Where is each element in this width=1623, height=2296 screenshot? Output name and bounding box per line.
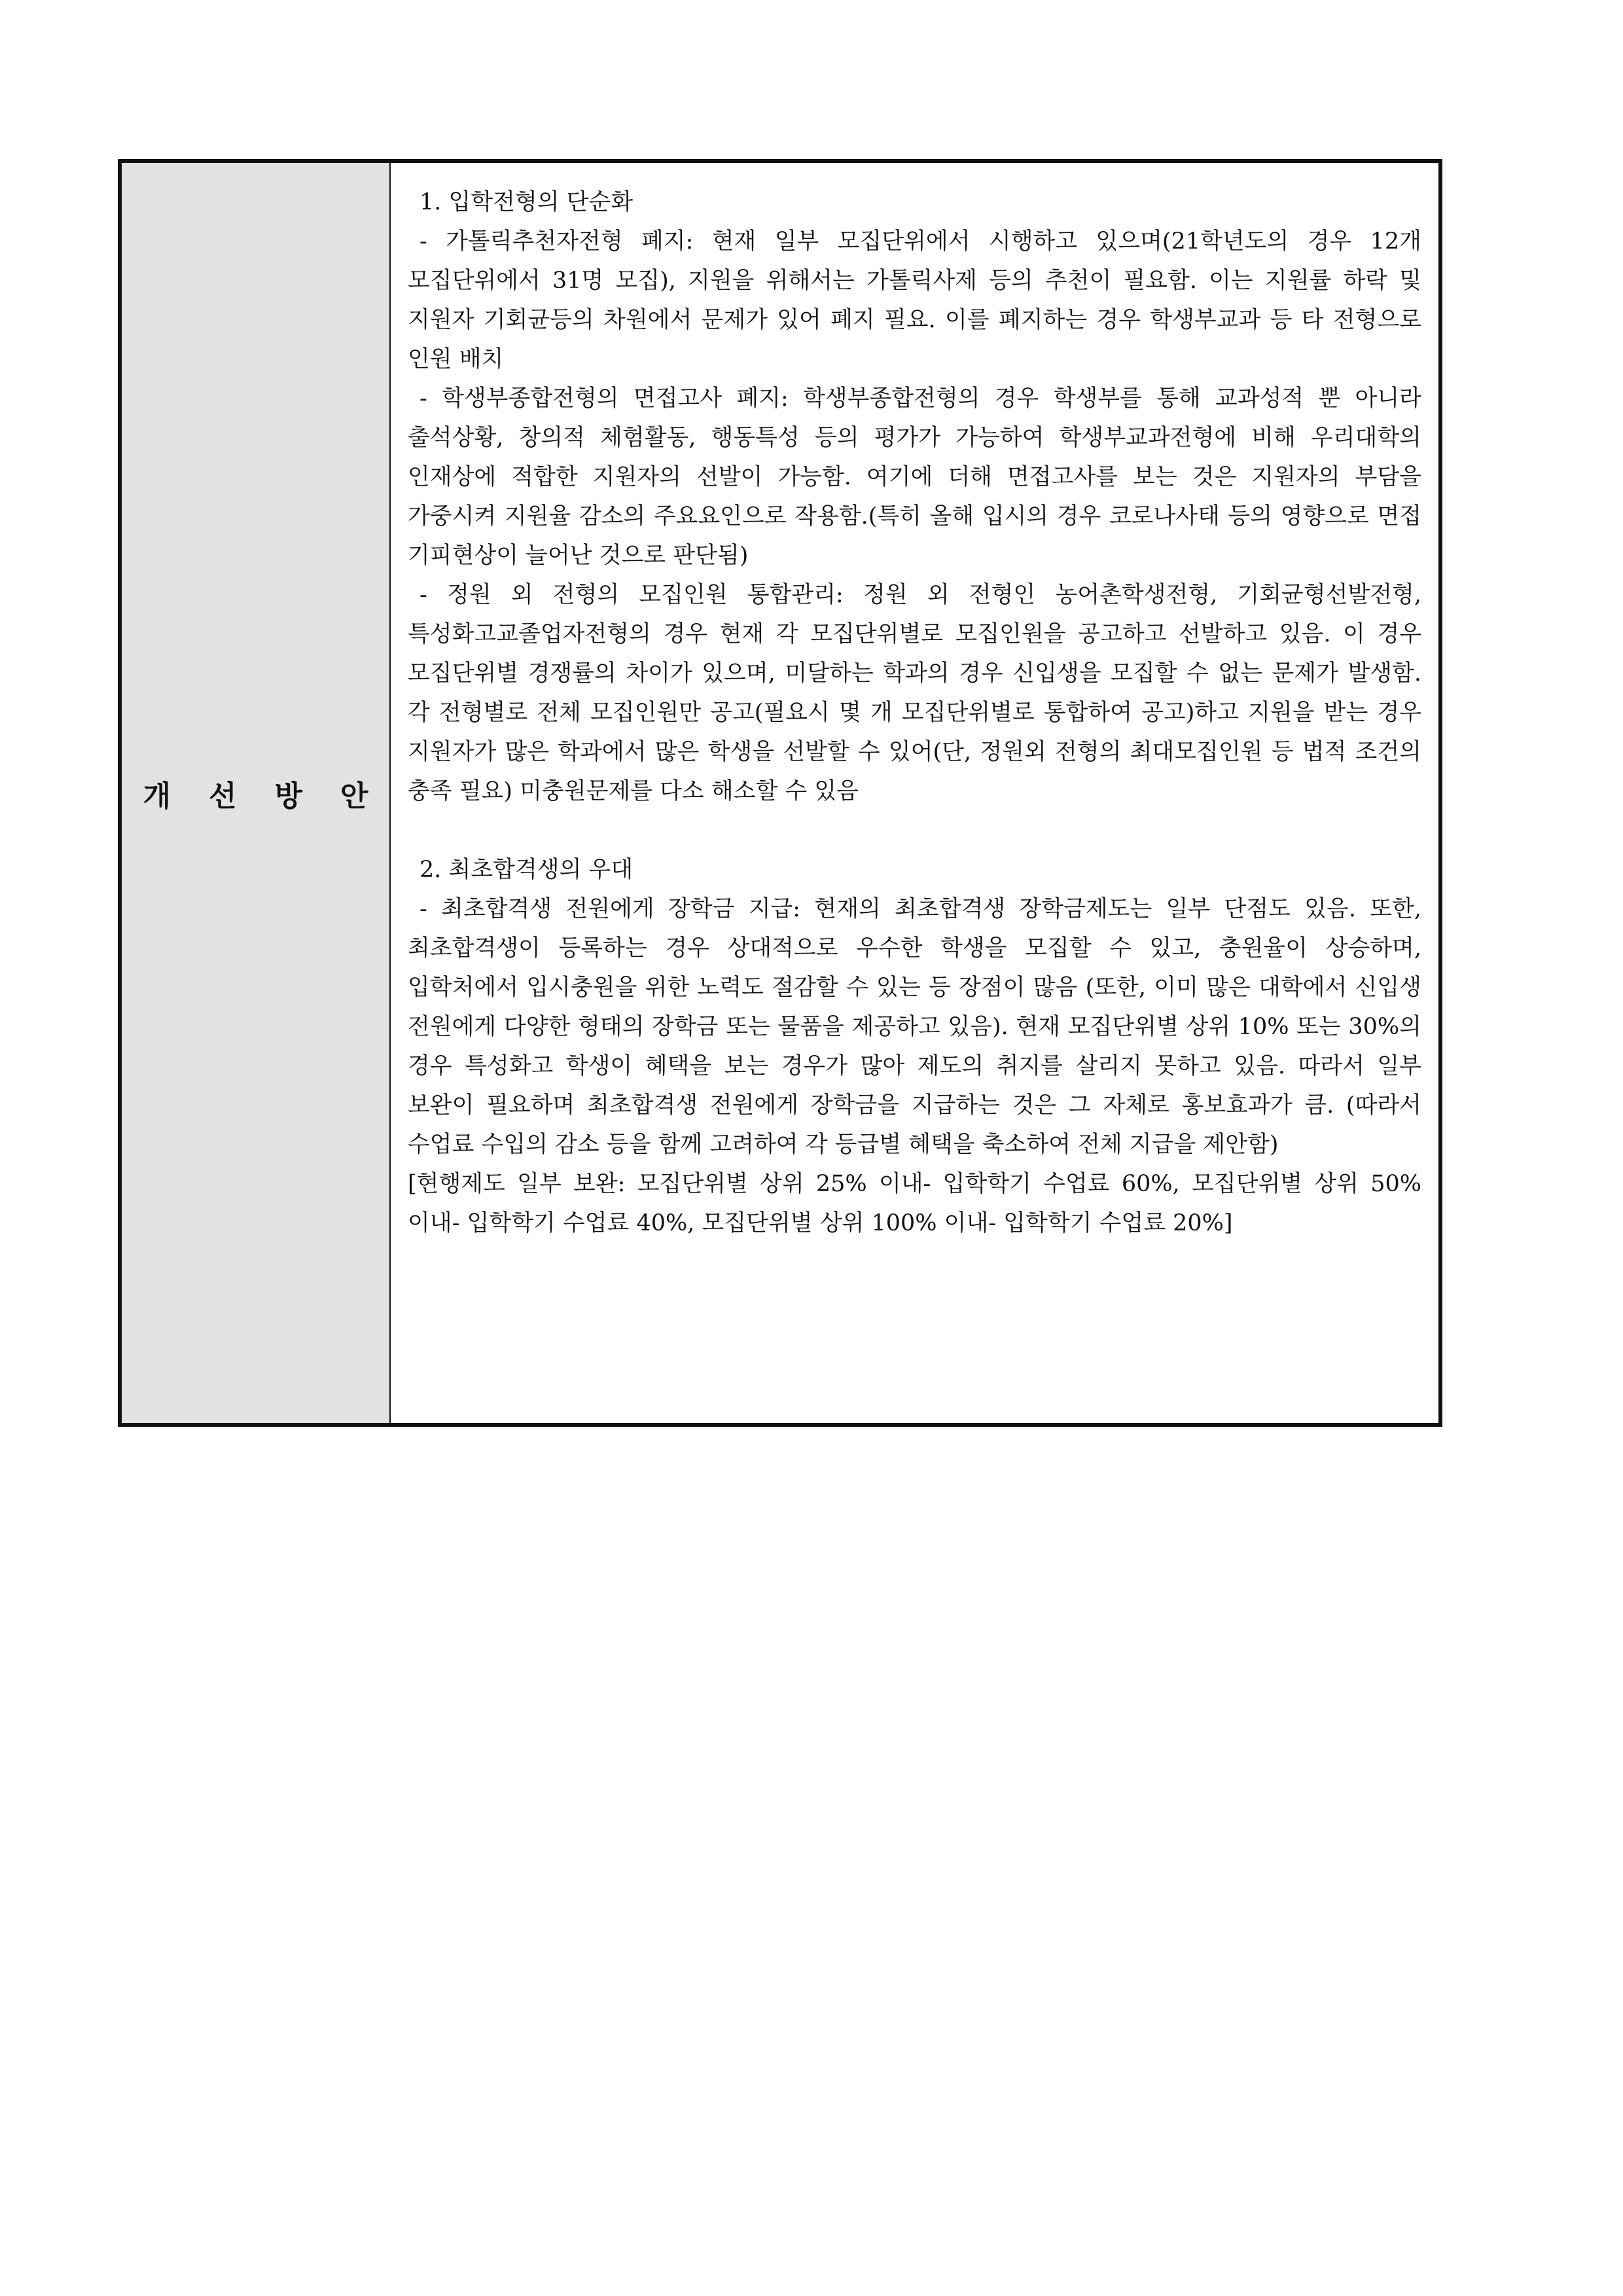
section-title-2: 2. 최초합격생의 우대 <box>419 857 633 883</box>
label-cell <box>120 161 406 1425</box>
section-spacer <box>408 811 1421 850</box>
section-1-item-2: - 학생부종합전형의 면접고사 폐지: 학생부종합전형의 경우 학생부를 통해 교과성적 뿐 아니라 출석상황, 창의적 체험활동, 행동특성 등의 평가가 가능하여 학생부교과전형에 비해 우리대학의 인재상에 적합한 지원자의 선발이 가능함. 여기에 더해 면접고사를 보는 것은 지원자의 부담을 가중시켜 지원율 감소의 주요요인으로 작용함.(특히 올해 입시의 경우 코로나사태 등의 영향으로 면접 기피현상이 늘어난 것으로 판단됨) <box>408 386 1421 569</box>
section-title-1: 1. 입학전형의 단순화 <box>419 189 633 215</box>
section-1-item-1: - 가톨릭추천자전형 폐지: 현재 일부 모집단위에서 시행하고 있으며(21학년도의 경우 12개 모집단위에서 31명 모집), 지원을 위해서는 가톨릭사제 등의 추천이 필요함. 이는 지원률 하락 및 지원자 기회균등의 차원에서 문제가 있어 폐지 필요. 이를 폐지하는 경우 학생부교과 등 타 전형으로 인원 배치 <box>408 228 1421 372</box>
section-2-item-2: [현행제도 일부 보완: 모집단위별 상위 25% 이내- 입학학기 수업료 60%, 모집단위별 상위 50% 이내- 입학학기 수업료 40%, 모집단위별 상위 100% 이내- 입학학기 수업료 20%] <box>408 1171 1421 1236</box>
section-1-item-3: - 정원 외 전형의 모집인원 통합관리: 정원 외 전형인 농어촌학생전형, 기회균형선발전형, 특성화고교졸업자전형의 경우 현재 각 모집단위별로 모집인원을 공고하고 선발하고 있음. 이 경우 모집단위별 경쟁률의 차이가 있으며, 미달하는 학과의 경우 신입생을 모집할 수 없는 문제가 발생함. 각 전형별로 전체 모집인원만 공고(필요시 몇 개 모집단위별로 통합하여 공고)하고 지원을 받는 경우 지원자가 많은 학과에서 많은 학생을 선발할 수 있어(단, 정원외 전형의 최대모집인원 등 법적 조건의 충족 필요) 미충원문제를 다소 해소할 수 있음 <box>408 582 1422 804</box>
content-body <box>408 183 1421 1243</box>
table-row <box>120 161 1440 1425</box>
row-label: 개선방안 <box>143 779 406 813</box>
improvement-plan-table <box>118 159 1442 1427</box>
section-2-item-1: - 최초합격생 전원에게 장학금 지급: 현재의 최초합격생 장학금제도는 일부 단점도 있음. 또한, 최초합격생이 등록하는 경우 상대적으로 우수한 학생을 모집할 수 있고, 충원율이 상승하며, 입학처에서 입시충원을 위한 노력도 절감할 수 있는 등 장점이 많음 (또한, 이미 많은 대학에서 신입생 전원에게 다양한 형태의 장학금 또는 물품을 제공하고 있음). 현재 모집단위별 상위 10% 또는 30%의 경우 특성화고 학생이 혜택을 보는 경우가 많아 제도의 취지를 살리지 못하고 있음. 따라서 일부 보완이 필요하며 최초합격생 전원에게 장학금을 지급하는 것은 그 자체로 홍보효과가 큼. (따라서 수업료 수입의 감소 등을 함께 고려하여 각 등급별 혜택을 축소하여 전체 지급을 제안함) <box>408 896 1421 1158</box>
content-cell <box>390 161 1440 1425</box>
